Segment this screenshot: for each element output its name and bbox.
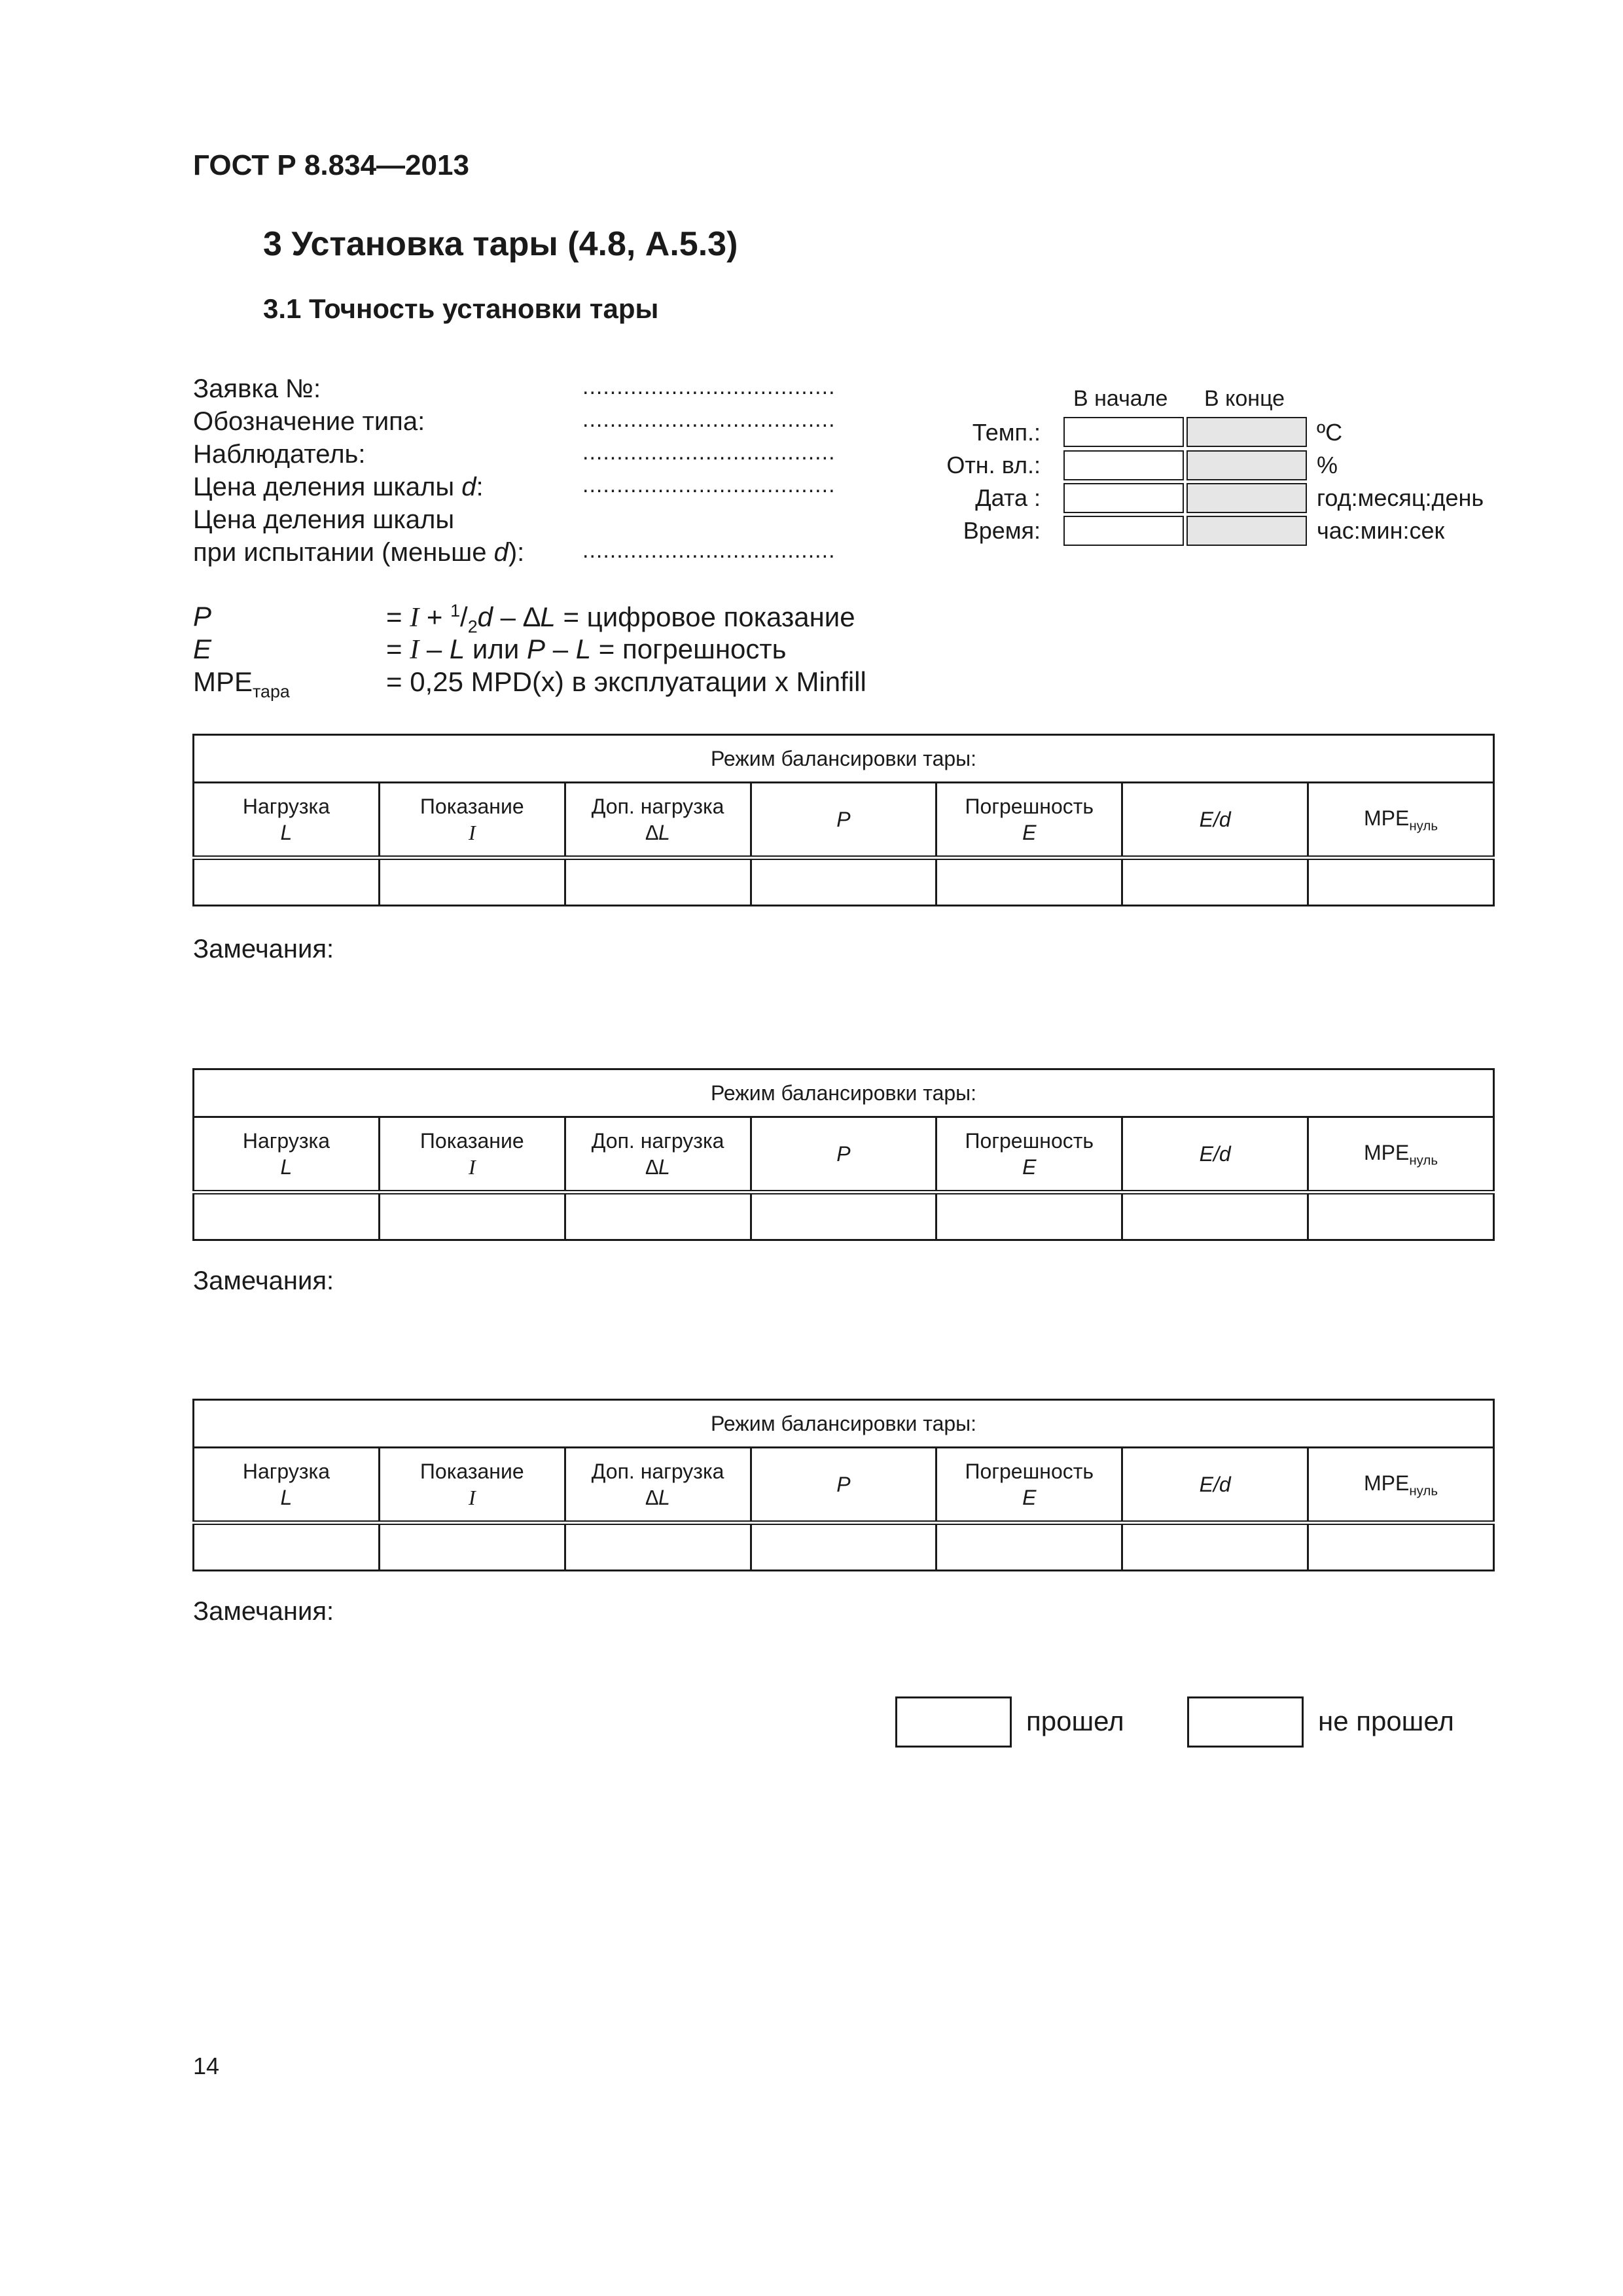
field-type-dots[interactable]: ..................................... [582,407,836,432]
col-error: Погрешность E [936,1117,1122,1193]
subsection-title: 3.1 Точность установки тары [263,293,659,324]
section-title: 3 Установка тары (4.8, А.5.3) [263,225,738,263]
col-extra-load: Доп. нагрузка ∆L [565,1117,751,1193]
remarks-label-2: Замечания: [193,1266,334,1295]
col-extra-load: Доп. нагрузка ∆L [565,1448,751,1523]
field-application-dots[interactable]: ..................................... [582,374,836,399]
table-title: Режим балансировки тары: [194,1400,1494,1448]
field-application-label: Заявка №: [193,374,321,403]
table-cell[interactable] [936,1523,1122,1571]
table-cell[interactable] [751,1193,936,1240]
condition-humidity-end-box[interactable] [1186,450,1307,480]
condition-humidity-unit: % [1317,452,1338,478]
tare-balance-table-2 [192,1068,1495,1241]
col-indication: Показание I [379,1117,565,1193]
passed-checkbox[interactable] [895,1696,1012,1748]
field-test-interval-label-line1: Цена деления шкалы [193,505,455,534]
remarks-label-1: Замечания: [193,935,334,963]
table-cell[interactable] [1308,858,1494,906]
col-p: P [751,1448,936,1523]
col-p: P [751,783,936,858]
table-cell[interactable] [565,858,751,906]
formula-e-symbol: E [193,634,212,664]
table-cell[interactable] [936,1193,1122,1240]
field-observer-label: Наблюдатель: [193,440,366,469]
formula-mpe-expression: = 0,25 MPD(x) в эксплуатации x Minfill [386,666,866,697]
col-e-over-d: E/d [1122,783,1308,858]
condition-temp-end-box[interactable] [1186,417,1307,447]
field-scale-interval-dots[interactable]: ..................................... [582,473,836,497]
col-mpe-zero: $MPE_{нуль}$ [1308,1117,1494,1193]
col-error: Погрешность E [936,1448,1122,1523]
col-load: Нагрузка L [194,1117,380,1193]
table-cell[interactable] [751,1523,936,1571]
table-cell[interactable] [1308,1523,1494,1571]
field-type-label: Обозначение типа: [193,407,425,436]
page-number: 14 [193,2053,220,2079]
condition-date-label: Дата : [975,484,1041,511]
standard-code: ГОСТ Р 8.834—2013 [193,149,469,181]
condition-date-end-box[interactable] [1186,483,1307,513]
field-scale-interval-label: Цена деления шкалы d: [193,473,484,501]
col-extra-load: Доп. нагрузка ∆L [565,783,751,858]
failed-checkbox[interactable] [1187,1696,1304,1748]
condition-time-start-box[interactable] [1063,516,1184,546]
formula-p-expression: = $I + ^1/_2d - \Delta L$ = цифровое показание [386,601,855,637]
tare-balance-table-1 [192,734,1495,906]
col-error: Погрешность E [936,783,1122,858]
failed-label: не прошел [1318,1706,1454,1736]
condition-temp-start-box[interactable] [1063,417,1184,447]
condition-date-start-box[interactable] [1063,483,1184,513]
condition-date-unit: год:месяц:день [1317,484,1484,511]
col-e-over-d: E/d [1122,1448,1308,1523]
table-cell[interactable] [1122,1193,1308,1240]
table-title: Режим балансировки тары: [194,735,1494,783]
tare-balance-table-3 [192,1399,1495,1571]
col-indication: Показание I [379,1448,565,1523]
conditions-col-end: В конце [1204,386,1285,411]
table-title: Режим балансировки тары: [194,1069,1494,1117]
condition-time-unit: час:мин:сек [1317,517,1445,544]
table-cell[interactable] [379,1523,565,1571]
passed-label: прошел [1026,1706,1124,1736]
table-cell[interactable] [565,1193,751,1240]
table-cell[interactable] [751,858,936,906]
condition-time-end-box[interactable] [1186,516,1307,546]
condition-temp-label: Темп.: [972,419,1041,446]
condition-humidity-start-box[interactable] [1063,450,1184,480]
table-cell[interactable] [565,1523,751,1571]
formula-mpe-symbol: $MPE_{тара}$ [193,666,290,702]
col-load: Нагрузка L [194,1448,380,1523]
col-e-over-d: E/d [1122,1117,1308,1193]
col-p: P [751,1117,936,1193]
table-cell[interactable] [194,858,380,906]
table-cell[interactable] [194,1523,380,1571]
col-mpe-zero: $MPE_{нуль}$ [1308,1448,1494,1523]
table-cell[interactable] [379,1193,565,1240]
table-cell[interactable] [379,858,565,906]
field-test-interval-dots[interactable]: ..................................... [582,538,836,563]
condition-humidity-label: Отн. вл.: [946,452,1041,478]
condition-time-label: Время: [963,517,1041,544]
table-cell[interactable] [1308,1193,1494,1240]
col-load: Нагрузка L [194,783,380,858]
table-cell[interactable] [194,1193,380,1240]
table-cell[interactable] [1122,858,1308,906]
table-cell[interactable] [1122,1523,1308,1571]
field-test-interval-label-line2: при испытании (меньше d): [193,538,525,567]
remarks-label-3: Замечания: [193,1597,334,1626]
formula-e-expression: = I – L или P – L = погрешность [386,634,787,665]
conditions-col-start: В начале [1073,386,1168,411]
table-cell[interactable] [936,858,1122,906]
col-indication: Показание I [379,783,565,858]
field-observer-dots[interactable]: ..................................... [582,440,836,465]
condition-temp-unit: ºC [1317,419,1343,446]
col-mpe-zero: $MPE_{нуль}$ [1308,783,1494,858]
formula-p-symbol: P [193,601,212,632]
